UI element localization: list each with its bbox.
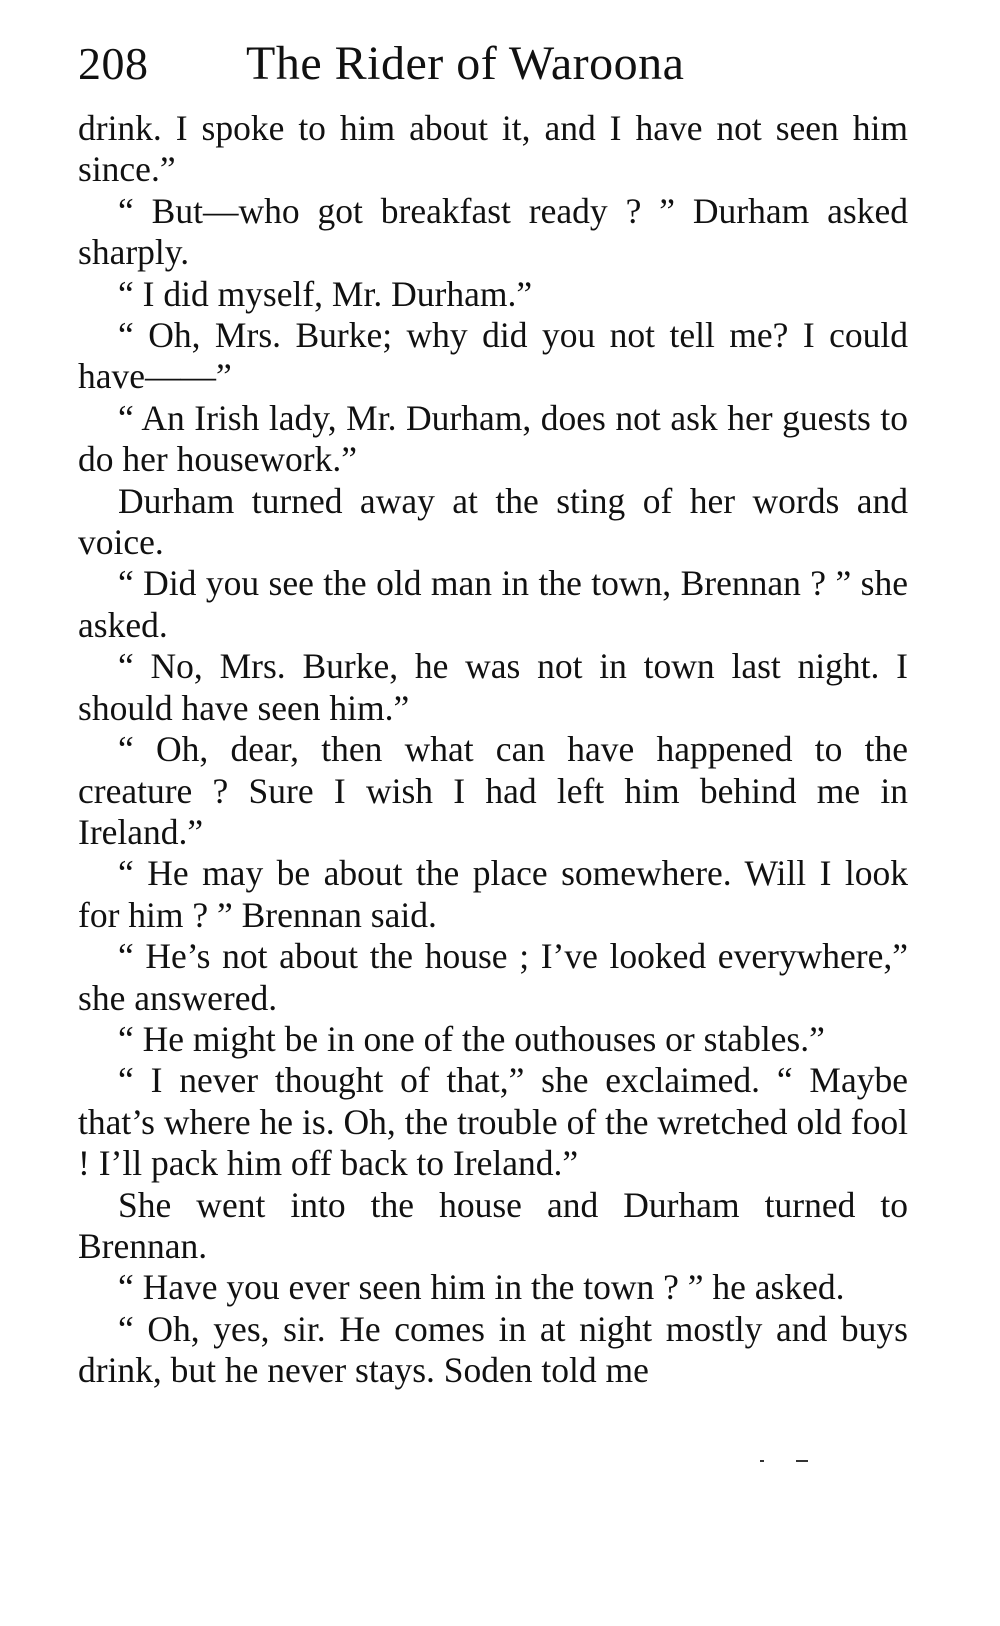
paragraph: “ He might be in one of the outhouses or stables.” [118,1018,825,1059]
paragraph: “ No, Mrs. Burke, he was not in town last night. I should have seen him.” [78,646,908,728]
paragraph: “ But—who got breakfast ready ? ” Durham asked sharply. [78,190,908,273]
paragraph: “ Oh, Mrs. Burke; why did you not tell me? I could have——” [78,315,908,397]
paragraph: “ An Irish lady, Mr. Durham, does not ask her guests to do her housework.” [78,397,908,480]
print-marks [760,1458,820,1464]
paragraph: “ Oh, yes, sir. He comes in at night mostly and buys drink, but he never stays. Soden told me [78,1308,908,1391]
body-text [78,108,908,1392]
paragraph: “ I never thought of that,” she exclaimed. “ Maybe that’s where he is. Oh, the trouble of the wretched old fool ! I’ll pack him off back to Ireland.” [78,1060,908,1184]
paragraph: Durham turned away at the sting of her words and voice. [78,480,908,563]
paragraph: “ He may be about the place somewhere. Will I look for him ? ” Brennan said. [78,853,908,935]
paragraph: “ He’s not about the house ; I’ve looked everywhere,” she answered. [78,936,908,1018]
print-mark [796,1460,808,1462]
paragraph: drink. I spoke to him about it, and I have not seen him since.” [78,108,908,190]
paragraph: “ Did you see the old man in the town, Brennan ? ” she asked. [78,563,908,645]
paragraph: “ I did myself, Mr. Durham.” [118,273,533,314]
book-title: The Rider of Waroona [246,37,685,90]
running-head [78,36,908,108]
paragraph: “ Oh, dear, then what can have happened to the creature ? Sure I wish I had left him behind me in Ireland.” [78,729,908,852]
book-page [78,36,908,1392]
paragraph: She went into the house and Durham turned to Brennan. [78,1184,908,1266]
paragraph: “ Have you ever seen him in the town ? ” he asked. [118,1267,845,1308]
page-number: 208 [78,38,149,89]
print-mark [760,1460,764,1462]
